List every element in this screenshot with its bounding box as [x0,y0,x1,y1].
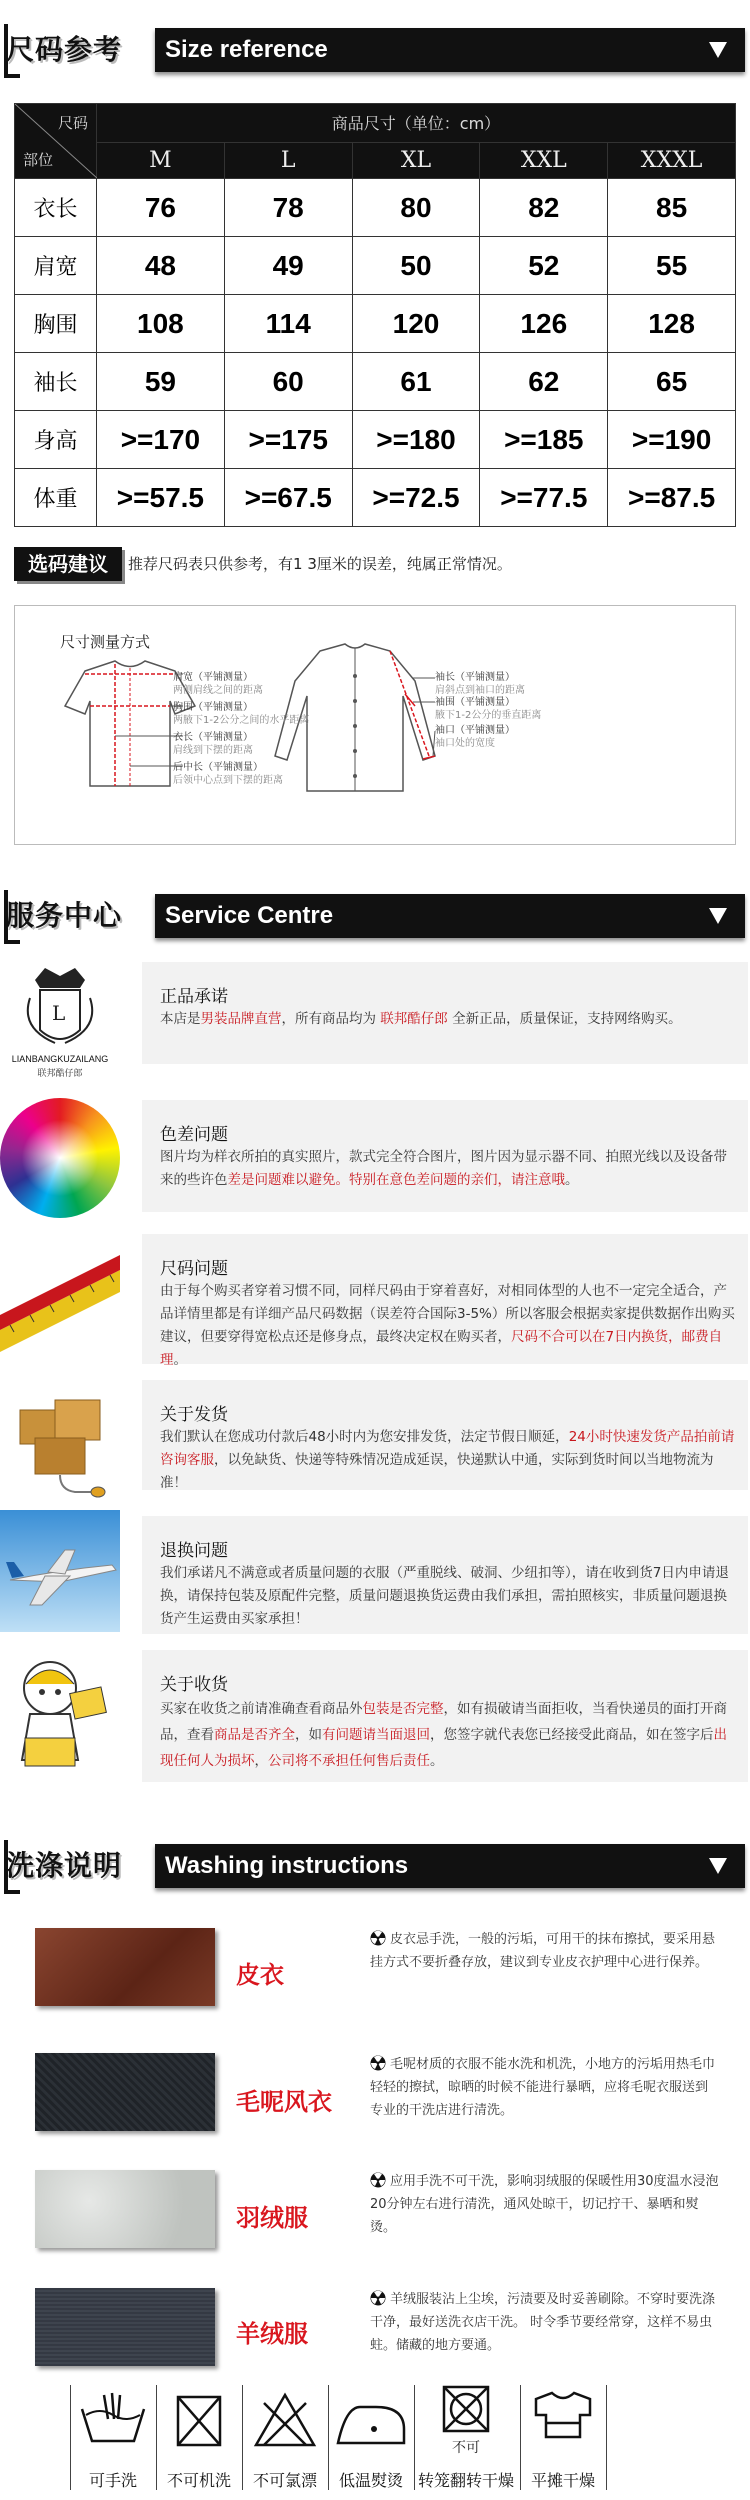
table-cell: >=72.5 [352,469,480,527]
table-cell: 76 [97,179,225,237]
divider [156,2385,157,2490]
table-row [15,237,736,295]
fabric-name: 皮衣 [236,1961,284,1989]
divider [328,2385,329,2490]
courier-icon [0,1650,120,1780]
service-receiving [142,1650,748,1782]
tape-measure-image [0,1240,120,1360]
service-text: 图片均为样衣所拍的真实照片，款式完全符合图片，图片因为显示器不同、拍照光线以及设备带来的些许色差是问题难以避免。特别在意色差问题的亲们，请注意哦。 [160,1149,727,1188]
fabric-swatch-cashmere [35,2288,215,2366]
row-label: 体重 [15,469,97,527]
header-hook-decoration [4,1890,20,1894]
annotation-back-length: 后中长（平铺测量） 后领中心点到下摆的距离 [173,762,283,786]
chevron-down-icon [709,908,727,924]
fabric-care-text: 毛呢材质的衣服不能水洗和机洗，小地方的污垢用热毛巾轻轻的擦拭，晾晒的时候不能进行暴晒，应将毛呢衣服送到专业的干洗店进行清洗。 [370,2057,716,2118]
corner-part-label: 部位 [23,151,54,169]
size-header-cell: L [224,142,352,179]
table-cell: >=180 [352,411,480,469]
size-header-cell: XXL [480,142,608,179]
fabric-name: 羊绒服 [236,2320,308,2348]
washing-instructions-header [0,1830,750,1900]
size-header-cell: M [97,142,225,179]
unit-header: 商品尺寸（单位：cm） [97,104,736,143]
section-title-cn: 尺码参考 [6,33,123,66]
fabric-name: 羽绒服 [236,2204,308,2232]
courier-cartoon-image [0,1650,120,1780]
brand-logo [0,958,120,1078]
size-advice-text: 推荐尺码表只供参考，有1 3厘米的误差，纯属正常情况。 [128,555,512,573]
table-cell: 82 [480,179,608,237]
annotation-sleeve-length: 袖长（平铺测量） 肩斜点到袖口的距离 [435,672,525,696]
service-shipping [142,1380,748,1490]
service-color [142,1100,748,1212]
fabric-swatch-wool [35,2053,215,2131]
flat-dry-icon: 平摊干燥 [522,2375,604,2495]
table-cell: 50 [352,237,480,295]
table-cell: >=190 [608,411,736,469]
table-row [15,353,736,411]
section-title-en: Washing instructions [165,1852,409,1879]
brand-logo-subtext: 联邦酷仔郎 [37,1069,83,1079]
annotation-sleeve-width: 袖围（平铺测量） 腋下1-2公分的垂直距离 [435,697,542,721]
annotation-length: 衣长（平铺测量） 肩线到下摆的距离 [173,732,253,756]
table-cell: 85 [608,179,736,237]
service-text: 由于每个购买者穿着习惯不同，同样尺码由于穿着喜好，对相同体型的人也不一定完全适合，产品详情里都是有详细产品尺码数据（误差符合国际3-5%）所以客服会根据卖家提供数据作出购买建议，但要穿得宽松点还是修身点，最终决定权在购买者，尺码不合可以在7日内换货，邮费自理。 [160,1283,735,1368]
table-cell: 61 [352,353,480,411]
service-text: 本店是男装品牌直营，所有商品均为 联邦酷仔郎 全新正品，质量保证，支持网络购买。 [160,1011,682,1027]
table-cell: >=77.5 [480,469,608,527]
row-label: 肩宽 [15,237,97,295]
annotation-chest: 胸围（平铺测量） 两腋下1-2公分之间的水平距离 [173,702,310,726]
service-centre-header [0,880,750,950]
table-cell: >=175 [224,411,352,469]
table-cell: 55 [608,237,736,295]
chevron-down-icon [709,1858,727,1874]
table-cell: 128 [608,295,736,353]
table-header-row [15,104,736,143]
header-hook-decoration [4,74,20,78]
table-cell: >=185 [480,411,608,469]
corner-size-label: 尺码 [57,114,88,132]
row-label: 袖长 [15,353,97,411]
annotation-shoulder: 肩宽（平铺测量） 两侧肩线之间的距离 [173,672,263,696]
service-size [142,1234,748,1368]
low-iron-icon: 低温熨烫 [330,2375,412,2495]
section-title-cn: 洗涤说明 [6,1849,123,1882]
section-title-bar [155,28,745,72]
divider [70,2385,71,2490]
table-cell: 62 [480,353,608,411]
table-row [15,295,736,353]
table-cell: >=87.5 [608,469,736,527]
section-title-en: Size reference [165,36,328,63]
table-cell: 120 [352,295,480,353]
section-title-bar [155,894,745,938]
table-cell: 48 [97,237,225,295]
table-cell: 52 [480,237,608,295]
table-cell: >=67.5 [224,469,352,527]
fabric-care-text: 应用手洗不可干洗，影响羽绒服的保暖性用30度温水浸泡20分钟左右进行清洗，通风处晾干，切记拧干、暴晒和熨烫。 [370,2174,719,2235]
fabric-swatch-leather [35,1928,215,2006]
no-machine-wash-icon: 不可机洗 [158,2375,240,2495]
package-icon [0,1380,120,1500]
section-title-en: Service Centre [165,902,334,929]
service-title: 色差问题 [160,1125,228,1145]
hand-wash-icon: 可手洗 [72,2375,154,2495]
table-row [15,411,736,469]
service-text: 我们默认在您成功付款后48小时内为您安排发货，法定节假日顺延，24小时快速发货产品拍前请咨询客服，以免缺货、快递等特殊情况造成延误，快递默认中通，实际到货时间以当地物流为准！ [160,1429,735,1491]
divider [242,2385,243,2490]
table-cell: 108 [97,295,225,353]
fabric-name: 毛呢风衣 [236,2088,332,2116]
service-title: 尺码问题 [160,1259,228,1279]
table-cell: >=57.5 [97,469,225,527]
service-title: 关于收货 [160,1675,228,1695]
table-cell: 114 [224,295,352,353]
header-hook-decoration [4,940,20,944]
radiation-icon [370,2172,386,2188]
service-title: 正品承诺 [160,987,228,1007]
service-text: 我们承诺凡不满意或者质量问题的衣服（严重脱线、破洞、少纽扣等），请在收到货7日内申请退换，请保持包装及原配件完整，质量问题退换货运费由我们承担，需拍照核实，非质量问题退换货产生运费由买家承担！ [160,1565,729,1627]
divider [606,2385,607,2490]
size-header-row [15,142,736,179]
measurement-diagram [14,605,736,845]
no-bleach-icon: 不可氯漂 [244,2375,326,2495]
table-cell: 126 [480,295,608,353]
size-reference-header [0,14,750,84]
service-title: 关于发货 [160,1405,228,1425]
tape-measure-icon [0,1240,120,1360]
table-row [15,179,736,237]
table-cell: 78 [224,179,352,237]
annotation-cuff: 袖口（平铺测量） 袖口处的宽度 [435,725,515,749]
brand-logo-text: LIANBANGKUZAILANG [11,1054,109,1064]
garment-illustration [15,606,737,846]
color-wheel-image [0,1098,120,1218]
table-cell: >=170 [97,411,225,469]
fabric-care-text: 皮衣忌手洗，一般的污垢，可用干的抹布擦拭，要采用悬挂方式不要折叠存放，建议到专业皮衣护理中心进行保养。 [370,1932,716,1970]
radiation-icon [370,2055,386,2071]
size-header-cell: XL [352,142,480,179]
table-cell: 80 [352,179,480,237]
section-title-cn: 服务中心 [6,899,123,932]
table-cell: 59 [97,353,225,411]
no-tumble-dry-icon: 不可 转笼翻转干燥 [416,2375,516,2495]
table-cell: 49 [224,237,352,295]
fabric-swatch-down [35,2170,215,2248]
radiation-icon [370,1930,386,1946]
service-genuine [142,962,748,1064]
size-header-cell: XXXL [608,142,736,179]
divider [520,2385,521,2490]
table-row [15,469,736,527]
airplane-icon [0,1510,120,1632]
row-label: 胸围 [15,295,97,353]
service-title: 退换问题 [160,1541,228,1561]
airplane-image [0,1510,120,1632]
svg-text:L: L [52,1001,66,1025]
divider [414,2385,415,2490]
row-label: 衣长 [15,179,97,237]
section-title-bar [155,1844,745,1888]
radiation-icon [370,2290,386,2306]
service-returns [142,1516,748,1634]
measurement-title: 尺寸测量方式 [60,633,151,651]
size-advice-badge: 选码建议 [14,547,122,581]
size-table [14,103,736,527]
service-text: 买家在收货之前请准确查看商品外包装是否完整，如有损破请当面拒收，当看快递员的面打开商品，查看商品是否齐全，如有问题请当面退回，您签字就代表您已经接受此商品，如在签字后出现任何人为损坏，公司将不承担任何售后责任。 [160,1701,727,1769]
boxes-image [0,1380,120,1500]
table-corner-cell [15,104,97,179]
row-label: 身高 [15,411,97,469]
fabric-care-text: 羊绒服装沾上尘埃，污渍要及时妥善刷除。不穿时要洗涤干净，最好送洗衣店干洗。 时令季节要经常穿，这样不易虫蛀。储藏的地方要通。 [370,2292,716,2353]
chevron-down-icon [709,42,727,58]
table-cell: 65 [608,353,736,411]
table-cell: 60 [224,353,352,411]
